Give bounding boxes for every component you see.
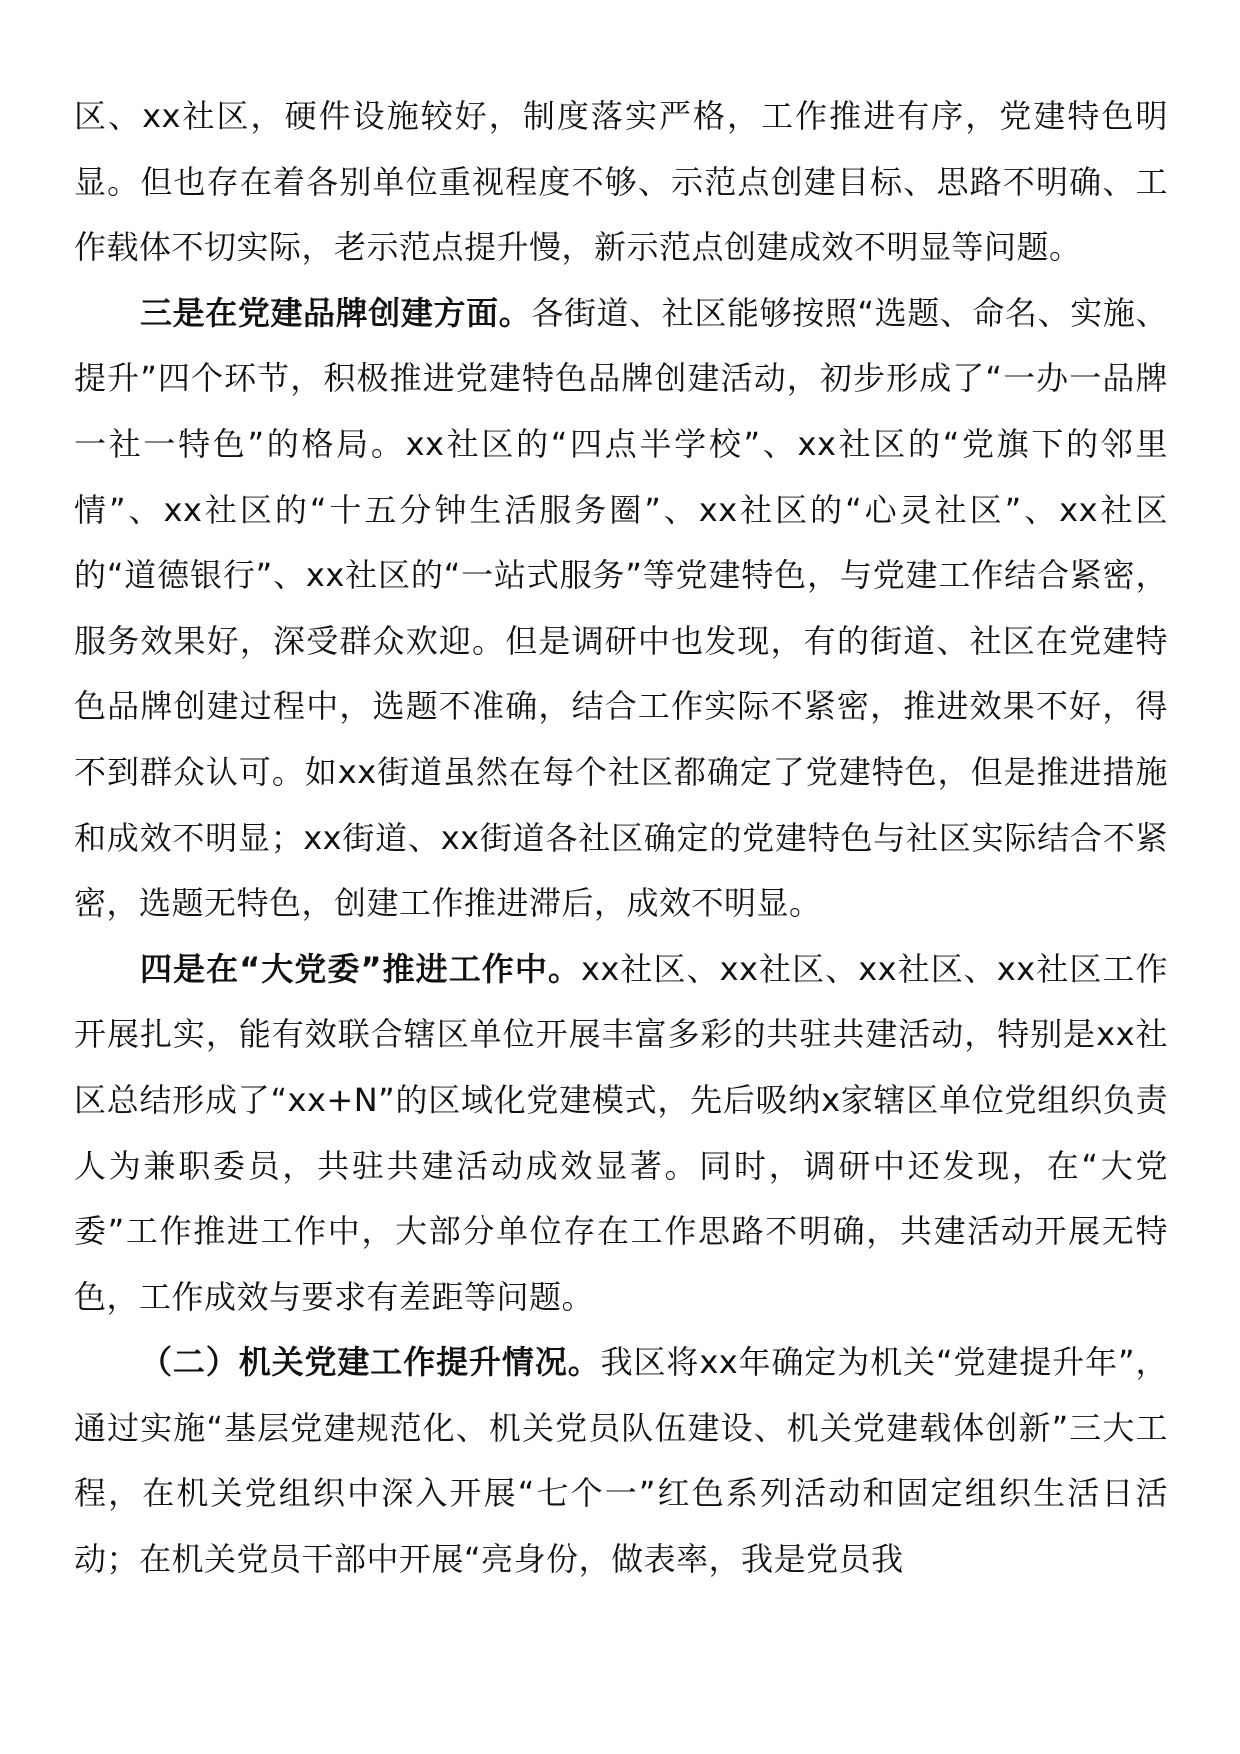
document-body: [74, 84, 1168, 1593]
section-heading: （二）机关党建工作提升情况。: [140, 1343, 601, 1382]
paragraph-text: 区、xx社区，硬件设施较好，制度落实严格，工作推进有序，党建特色明显。但也存在着各别单位重视程度不够、示范点创建目标、思路不明确、工作载体不切实际，老示范点提升慢，新示范点创建成效不明显等问题。: [74, 97, 1168, 267]
paragraph-text: 各街道、社区能够按照“选题、命名、实施、提升”四个环节，积极推进党建特色品牌创建活动，初步形成了“一办一品牌一社一特色”的格局。xx社区的“四点半学校”、xx社区的“党旗下的邻里情”、xx社区的“十五分钟生活服务圈”、xx社区的“心灵社区”、xx社区的“道德银行”、xx社区的“一站式服务”等党建特色，与党建工作结合紧密，服务效果好，深受群众欢迎。但是调研中也发现，有的街道、社区在党建特色品牌创建过程中，选题不准确，结合工作实际不紧密，推进效果不好，得不到群众认可。如xx街道虽然在每个社区都确定了党建特色，但是推进措施和成效不明显；xx街道、xx街道各社区确定的党建特色与社区实际结合不紧密，选题无特色，创建工作推进滞后，成效不明显。: [74, 293, 1168, 923]
paragraph-text: 我区将xx年确定为机关“党建提升年”，通过实施“基层党建规范化、机关党员队伍建设、机关党建载体创新”三大工程，在机关党组织中深入开展“七个一”红色系列活动和固定组织生活日活动；在机关党员干部中开展“亮身份，做表率，我是党员我: [74, 1343, 1168, 1579]
paragraph-text: xx社区、xx社区、xx社区、xx社区工作开展扎实，能有效联合辖区单位开展丰富多彩的共驻共建活动，特别是xx社区总结形成了“xx+N”的区域化党建模式，先后吸纳x家辖区单位党组织负责人为兼职委员，共驻共建活动成效显著。同时，调研中还发现，在“大党委”工作推进工作中，大部分单位存在工作思路不明确，共建活动开展无特色，工作成效与要求有差距等问题。: [74, 949, 1168, 1316]
paragraph-big-party-committee: [74, 937, 1168, 1331]
paragraph-heading: 三是在党建品牌创建方面。: [140, 293, 532, 332]
paragraph-brand-building: [74, 281, 1168, 937]
paragraph-organ-party-building: [74, 1330, 1168, 1592]
paragraph-heading: 四是在“大党委”推进工作中。: [140, 949, 581, 988]
paragraph-continued: [74, 84, 1168, 281]
